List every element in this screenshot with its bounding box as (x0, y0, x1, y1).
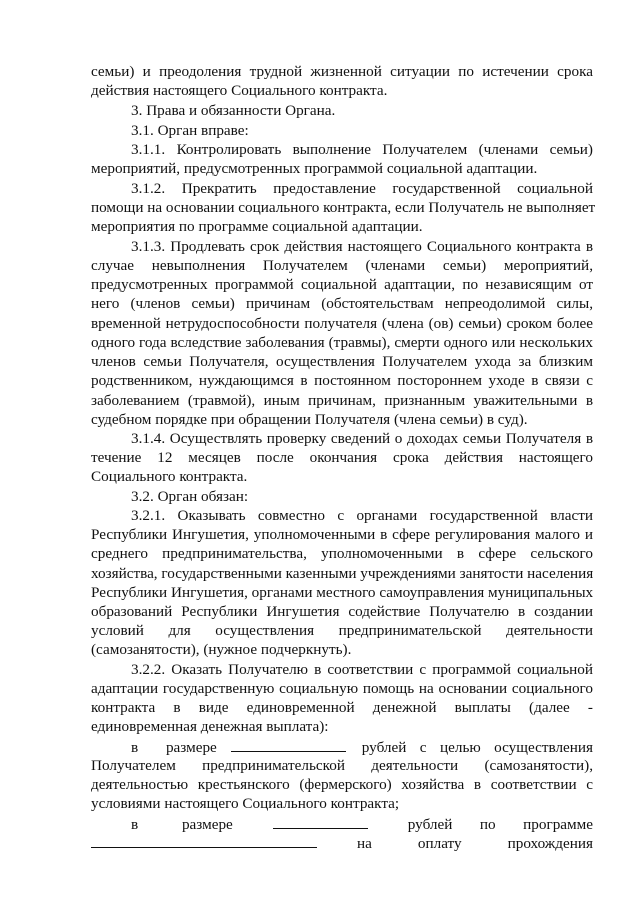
p321-line-2: Республики Ингушетия, уполномоченными в сфере регулирования малого и (91, 526, 593, 543)
amount-2-line-2 (91, 833, 593, 853)
intro-line-1: семьи) и преодоления трудной жизненной ситуации по истечении срока (91, 63, 593, 80)
amount-2-mid: рублей по программе (407, 816, 593, 833)
section-3-heading: 3. Права и обязанности Органа. (131, 102, 336, 119)
program-name-blank[interactable] (91, 833, 317, 848)
p321-line-1: 3.2.1. Оказывать совместно с органами государственной власти (131, 507, 593, 524)
amount-2-blank[interactable] (273, 814, 368, 829)
amount-1-line (131, 737, 593, 757)
p314-line-3: Социального контракта. (91, 468, 248, 485)
amount-1-line-4: условиями настоящего Социального контракта; (91, 795, 400, 812)
p321-line-4: хозяйства, государственными казенными учреждениями занятости населения (91, 565, 594, 582)
p313-line-5: временной нетрудоспособности получателя (члена (ов) семьи) сроком более (91, 315, 593, 332)
p312-line-3: мероприятия по программе социальной адаптации. (91, 218, 423, 235)
p321-line-7: условий для осуществления предпринимательской деятельности (91, 622, 593, 639)
section-3-1-heading: 3.1. Орган вправе: (131, 122, 249, 139)
p322-line-2: адаптации государственную социальную помощь на основании социального (91, 680, 593, 697)
p313-line-8: родственником, нуждающимся в постоянном постороннем уходе в связи с (91, 372, 593, 389)
p313-line-9: заболеванием (травмой), иным причинам, признанным уважительными в (91, 392, 593, 409)
amount-1-blank[interactable] (231, 737, 346, 752)
amount-1-end: рублей с целью осуществления (361, 739, 593, 756)
p322-line-3: контракта в виде единовременной денежной выплаты (далее - (91, 699, 593, 716)
p314-line-2: течение 12 месяцев после окончания срока действия настоящего (91, 449, 593, 466)
p314-line-1: 3.1.4. Осуществлять проверку сведений о доходах семьи Получателя в (131, 430, 593, 447)
p313-line-2: случае невыполнения Получателем (членами семьи) мероприятий, (91, 257, 593, 274)
amount-1-start: в размере (131, 739, 217, 756)
p321-line-6: образований Республики Ингушетия содействие Получателю в создании (91, 603, 593, 620)
p311-line-2: мероприятий, предусмотренных программой социальной адаптации. (91, 160, 538, 177)
p312-line-1: 3.1.2. Прекратить предоставление государственной социальной (131, 180, 593, 197)
amount-2-line (131, 814, 593, 834)
p322-line-4: единовременная денежная выплата): (91, 718, 329, 735)
p321-line-8: (самозанятости), (нужное подчеркнуть). (91, 641, 352, 658)
p313-line-4: него (членов семьи) причинам (обстоятельствам непреодолимой силы, (91, 295, 593, 312)
p321-line-5: Республики Ингушетия, органами местного самоуправления муниципальных (91, 584, 594, 601)
amount-1-prefix (131, 738, 217, 757)
section-3-2-heading: 3.2. Орган обязан: (131, 488, 249, 505)
p313-line-10: судебном порядке при обращении Получателя (члена семьи) в суд). (91, 411, 528, 428)
intro-line-2: действия настоящего Социального контракта. (91, 82, 388, 99)
p311-line-1: 3.1.1. Контролировать выполнение Получателем (членами семьи) (131, 141, 593, 158)
p313-line-6: одного года вследствие заболевания (травмы), смерти одного или нескольких (91, 334, 593, 351)
amount-2-start: в размере (131, 816, 233, 833)
amount-1-line-3: деятельностью крестьянского (фермерского) хозяйства в соответствии с (91, 776, 593, 793)
p322-line-1: 3.2.2. Оказать Получателю в соответствии с программой социальной (131, 661, 593, 678)
p312-line-2: помощи на основании социального контракта, если Получатель не выполняет (91, 199, 596, 216)
p321-line-3: среднего предпринимательства, уполномоченными в сфере сельского (91, 545, 593, 562)
p313-line-7: членов семьи Получателя, осуществления Получателем ухода за близким (91, 353, 593, 370)
amount-1-line-2: Получателем предпринимательской деятельности (самозанятости), (91, 757, 593, 774)
p313-line-1: 3.1.3. Продлевать срок действия настоящего Социального контракта в (131, 238, 593, 255)
p313-line-3: предусмотренных программой социальной адаптации, по независящим от (91, 276, 593, 293)
amount-2-end: на оплату прохождения (357, 835, 593, 852)
